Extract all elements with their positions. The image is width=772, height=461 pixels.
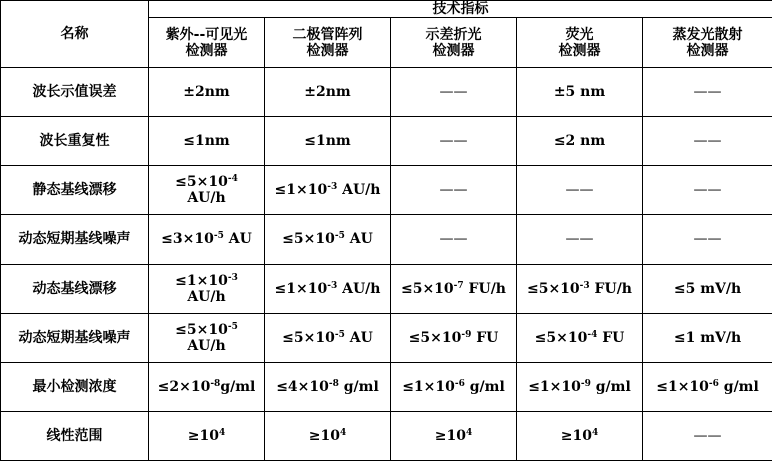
row-label: 波长示值误差 — [1, 68, 149, 117]
spec-value: AU/h — [187, 337, 226, 354]
exponent: -5 — [334, 231, 345, 242]
detector-header-line: 紫外--可见光 — [165, 26, 248, 43]
tech-spec-header: 技术指标 — [149, 1, 772, 18]
exponent: -4 — [587, 329, 598, 340]
detector-header-uv-vis — [149, 18, 265, 68]
spec-value: AU/h — [337, 182, 381, 199]
exponent: -3 — [327, 280, 338, 291]
spec-value: ≤4×10 — [276, 378, 329, 395]
spec-value: AU — [344, 231, 373, 248]
row-label: 线性范围 — [1, 411, 149, 460]
spec-cell — [149, 362, 265, 411]
spec-value: ≤5×10 — [400, 280, 454, 297]
spec-cell — [391, 215, 517, 264]
table-row — [1, 313, 772, 362]
spec-value: —— — [693, 427, 722, 444]
detector-header-elsd — [643, 18, 772, 68]
spec-value: ≤1×10 — [274, 280, 328, 297]
spec-cell — [643, 215, 772, 264]
spec-value: ≤5×10 — [282, 231, 335, 248]
spec-value: FU — [471, 329, 499, 346]
exponent: -3 — [327, 182, 338, 193]
spec-value: —— — [565, 182, 594, 199]
spec-value: g/ml — [718, 378, 759, 395]
row-label: 动态短期基线噪声 — [1, 215, 149, 264]
spec-value: FU — [597, 329, 625, 346]
spec-cell — [149, 411, 265, 460]
spec-value: ≤1×10 — [656, 378, 709, 395]
spec-cell — [265, 68, 391, 117]
detector-header-line: 检测器 — [432, 42, 475, 59]
spec-value: g/ml — [220, 378, 256, 395]
table-row — [1, 411, 772, 460]
spec-value: ≤5 mV/h — [673, 280, 742, 297]
spec-cell — [265, 264, 391, 313]
spec-value: AU/h — [187, 190, 226, 207]
spec-value: g/ml — [464, 378, 505, 395]
exponent: -3 — [579, 280, 590, 291]
spec-value: ≤5×10 — [408, 329, 462, 346]
exponent: 4 — [218, 427, 226, 438]
spec-value: ≥10 — [434, 427, 466, 444]
spec-cell — [643, 117, 772, 166]
table-row — [1, 362, 772, 411]
spec-value: ≤1nm — [183, 133, 230, 150]
spec-value: ≤5×10 — [526, 280, 580, 297]
exponent: -7 — [453, 280, 464, 291]
spec-value: ±2nm — [183, 84, 230, 101]
exponent: -8 — [210, 378, 221, 389]
spec-value: —— — [693, 182, 722, 199]
spec-cell — [149, 117, 265, 166]
spec-cell — [391, 313, 517, 362]
spec-cell — [643, 313, 772, 362]
spec-cell — [643, 264, 772, 313]
spec-value: ≤2×10 — [157, 378, 211, 395]
detector-header-line: 检测器 — [558, 42, 601, 59]
table-row — [1, 264, 772, 313]
detector-header-line: 检测器 — [686, 42, 729, 59]
detector-header-fluorescence — [517, 18, 643, 68]
spec-cell — [517, 411, 643, 460]
spec-value: ≤1×10 — [528, 378, 581, 395]
table-row — [1, 117, 772, 166]
spec-value: ≤1×10 — [402, 378, 455, 395]
table-row — [1, 68, 772, 117]
spec-value: ≤2 nm — [553, 133, 606, 150]
exponent: -5 — [334, 329, 345, 340]
spec-cell — [517, 68, 643, 117]
exponent: 4 — [339, 427, 347, 438]
spec-value: AU/h — [187, 288, 226, 305]
detector-header-line: 蒸发光散射 — [672, 26, 743, 43]
spec-cell — [265, 411, 391, 460]
spec-cell — [391, 166, 517, 215]
spec-cell — [517, 117, 643, 166]
exponent: -8 — [328, 378, 339, 389]
exponent: 4 — [591, 427, 599, 438]
spec-cell — [391, 264, 517, 313]
spec-cell — [517, 166, 643, 215]
spec-cell — [265, 215, 391, 264]
spec-value: ≤1 mV/h — [673, 329, 742, 346]
spec-cell — [265, 117, 391, 166]
spec-cell — [149, 215, 265, 264]
detector-header-line: 检测器 — [185, 42, 228, 59]
exponent: -4 — [227, 174, 238, 185]
spec-cell — [517, 215, 643, 264]
spec-value: —— — [565, 231, 594, 248]
row-label: 动态基线漂移 — [1, 264, 149, 313]
detector-header-line: 荧光 — [565, 26, 594, 43]
spec-value: ±2nm — [304, 84, 351, 101]
spec-value: FU/h — [463, 280, 506, 297]
spec-cell — [643, 362, 772, 411]
spec-cell — [391, 68, 517, 117]
detector-header-refractive-index — [391, 18, 517, 68]
spec-cell — [149, 166, 265, 215]
detector-header-line: 检测器 — [306, 42, 349, 59]
spec-value: AU/h — [337, 280, 381, 297]
spec-value: —— — [439, 182, 468, 199]
spec-value: AU — [344, 329, 373, 346]
spec-value: —— — [693, 133, 722, 150]
spec-cell — [149, 313, 265, 362]
spec-cell — [643, 68, 772, 117]
spec-value: ≥10 — [187, 427, 219, 444]
spec-value: ≤5×10 — [534, 329, 588, 346]
spec-cell — [149, 68, 265, 117]
spec-value: g/ml — [590, 378, 631, 395]
detector-header-line: 示差折光 — [425, 26, 482, 43]
spec-cell — [517, 313, 643, 362]
spec-cell — [265, 313, 391, 362]
table-row — [1, 215, 772, 264]
spec-cell — [265, 362, 391, 411]
row-label: 静态基线漂移 — [1, 166, 149, 215]
exponent: -3 — [227, 272, 238, 283]
exponent: -5 — [213, 231, 224, 242]
spec-cell — [517, 264, 643, 313]
exponent: -5 — [227, 321, 238, 332]
spec-value: ≤5×10 — [175, 321, 228, 338]
spec-value: —— — [693, 84, 722, 101]
name-header: 名称 — [1, 1, 149, 68]
exponent: -6 — [454, 378, 465, 389]
detector-header-diode-array — [265, 18, 391, 68]
table-row — [1, 166, 772, 215]
spec-value: ≤1×10 — [274, 182, 328, 199]
spec-value: ≤3×10 — [161, 231, 214, 248]
spec-value: ≥10 — [560, 427, 592, 444]
spec-value: ≤1nm — [304, 133, 351, 150]
exponent: -9 — [461, 329, 472, 340]
spec-value: ≤5×10 — [175, 174, 228, 191]
spec-value: AU — [223, 231, 252, 248]
row-label: 动态短期基线噪声 — [1, 313, 149, 362]
spec-cell — [391, 411, 517, 460]
spec-value: —— — [439, 231, 468, 248]
spec-value: ≥10 — [308, 427, 340, 444]
spec-value: ≤1×10 — [175, 272, 228, 289]
spec-value: FU/h — [589, 280, 632, 297]
exponent: 4 — [465, 427, 473, 438]
exponent: -9 — [580, 378, 591, 389]
spec-cell — [643, 166, 772, 215]
spec-value: —— — [439, 133, 468, 150]
spec-cell — [643, 411, 772, 460]
row-label: 波长重复性 — [1, 117, 149, 166]
spec-value: —— — [693, 231, 722, 248]
row-label: 最小检测浓度 — [1, 362, 149, 411]
spec-value: ±5 nm — [553, 84, 606, 101]
spec-value: —— — [439, 84, 468, 101]
spec-cell — [391, 362, 517, 411]
spec-cell — [391, 117, 517, 166]
spec-value: g/ml — [338, 378, 379, 395]
detector-header-line: 二极管阵列 — [292, 26, 363, 43]
spec-cell — [265, 166, 391, 215]
spec-value: ≤5×10 — [282, 329, 335, 346]
spec-cell — [517, 362, 643, 411]
exponent: -6 — [708, 378, 719, 389]
spec-cell — [149, 264, 265, 313]
